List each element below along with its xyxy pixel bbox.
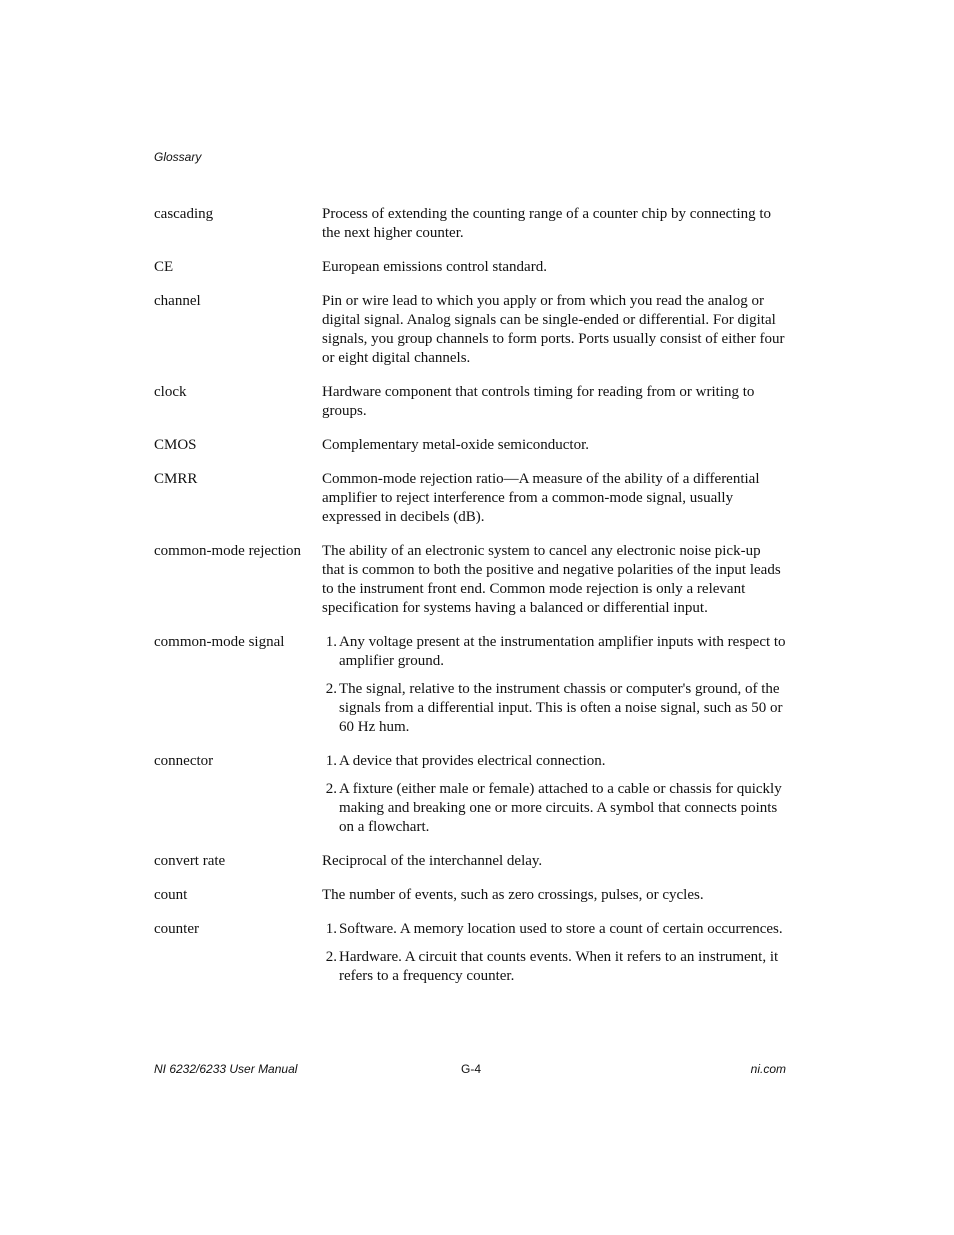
- glossary-term: cascading: [154, 206, 214, 222]
- glossary-definition: Process of extending the counting range of a counter chip by connecting to the next higher counter.: [322, 206, 772, 241]
- glossary-entry: [154, 920, 786, 986]
- item-number: 2.: [325, 949, 337, 965]
- glossary-entry: [154, 470, 786, 527]
- definition-item: [322, 752, 786, 771]
- glossary-entry: [154, 886, 786, 905]
- item-text: A device that provides electrical connection.: [339, 753, 606, 769]
- footer-manual-title: NI 6232/6233 User Manual: [154, 1062, 298, 1076]
- glossary-term: convert rate: [154, 853, 226, 869]
- glossary-entry: [154, 205, 786, 243]
- item-number: 1.: [325, 634, 337, 650]
- item-number: 2.: [325, 781, 337, 797]
- glossary-term: CMRR: [154, 471, 198, 487]
- glossary-term: channel: [154, 293, 201, 309]
- definition-item: [322, 633, 786, 671]
- definition-item: [322, 680, 786, 737]
- glossary-entry: [154, 258, 786, 277]
- glossary-definition: [322, 920, 786, 986]
- glossary-entry: [154, 383, 786, 421]
- item-text: Any voltage present at the instrumentation amplifier inputs with respect to amplifier ground.: [339, 634, 786, 669]
- glossary-definition: Hardware component that controls timing for reading from or writing to groups.: [322, 384, 755, 419]
- glossary-definition: [322, 752, 786, 837]
- definition-list: [322, 752, 786, 837]
- glossary-term: clock: [154, 384, 187, 400]
- definition-item: [322, 780, 786, 837]
- glossary-definition: [322, 633, 786, 737]
- glossary-definition: The number of events, such as zero crossings, pulses, or cycles.: [322, 887, 704, 903]
- glossary-term: counter: [154, 921, 199, 937]
- glossary-term: CE: [154, 259, 174, 275]
- item-text: Hardware. A circuit that counts events. When it refers to an instrument, it refers to a frequency counter.: [339, 949, 779, 984]
- glossary-entry: [154, 542, 786, 618]
- definition-item: [322, 920, 786, 939]
- glossary-definition: European emissions control standard.: [322, 259, 547, 275]
- glossary-definition: The ability of an electronic system to cancel any electronic noise pick-up that is common to both the positive and negative polarities of the input leads to the instrument front end. Common mode rejection is only a relevant specification for systems having a balanced or differential input.: [322, 543, 781, 616]
- item-text: The signal, relative to the instrument chassis or computer's ground, of the signals from a differential input. This is often a noise signal, such as 50 or 60 Hz hum.: [339, 681, 783, 735]
- item-number: 2.: [325, 681, 337, 697]
- item-text: A fixture (either male or female) attached to a cable or chassis for quickly making and breaking one or more circuits. A symbol that connects points on a flowchart.: [339, 781, 782, 835]
- item-number: 1.: [325, 921, 337, 937]
- item-text: Software. A memory location used to store a count of certain occurrences.: [339, 921, 783, 937]
- definition-list: [322, 920, 786, 986]
- glossary-list: [154, 205, 786, 1001]
- glossary-term: count: [154, 887, 188, 903]
- glossary-entry: [154, 852, 786, 871]
- glossary-term: CMOS: [154, 437, 197, 453]
- item-number: 1.: [325, 753, 337, 769]
- definition-list: [322, 633, 786, 737]
- glossary-term: connector: [154, 753, 214, 769]
- glossary-entry: [154, 436, 786, 455]
- glossary-entry: [154, 752, 786, 837]
- glossary-term: common-mode rejection: [154, 543, 302, 559]
- glossary-definition: Complementary metal-oxide semiconductor.: [322, 437, 590, 453]
- glossary-definition: Pin or wire lead to which you apply or from which you read the analog or digital signal. Analog signals can be single-ended or differential. For digital signals, you group channels to form ports. Ports usually consist of either four or eight digital channels.: [322, 293, 785, 366]
- glossary-definition: Reciprocal of the interchannel delay.: [322, 853, 543, 869]
- definition-item: [322, 948, 786, 986]
- glossary-entry: [154, 633, 786, 737]
- running-header: Glossary: [154, 150, 202, 164]
- glossary-term: common-mode signal: [154, 634, 285, 650]
- glossary-definition: Common-mode rejection ratio—A measure of the ability of a differential amplifier to reject interference from a common-mode signal, usually expressed in decibels (dB).: [322, 471, 760, 525]
- footer-site: ni.com: [750, 1062, 786, 1076]
- footer-page-number: G-4: [461, 1062, 482, 1076]
- glossary-entry: [154, 292, 786, 368]
